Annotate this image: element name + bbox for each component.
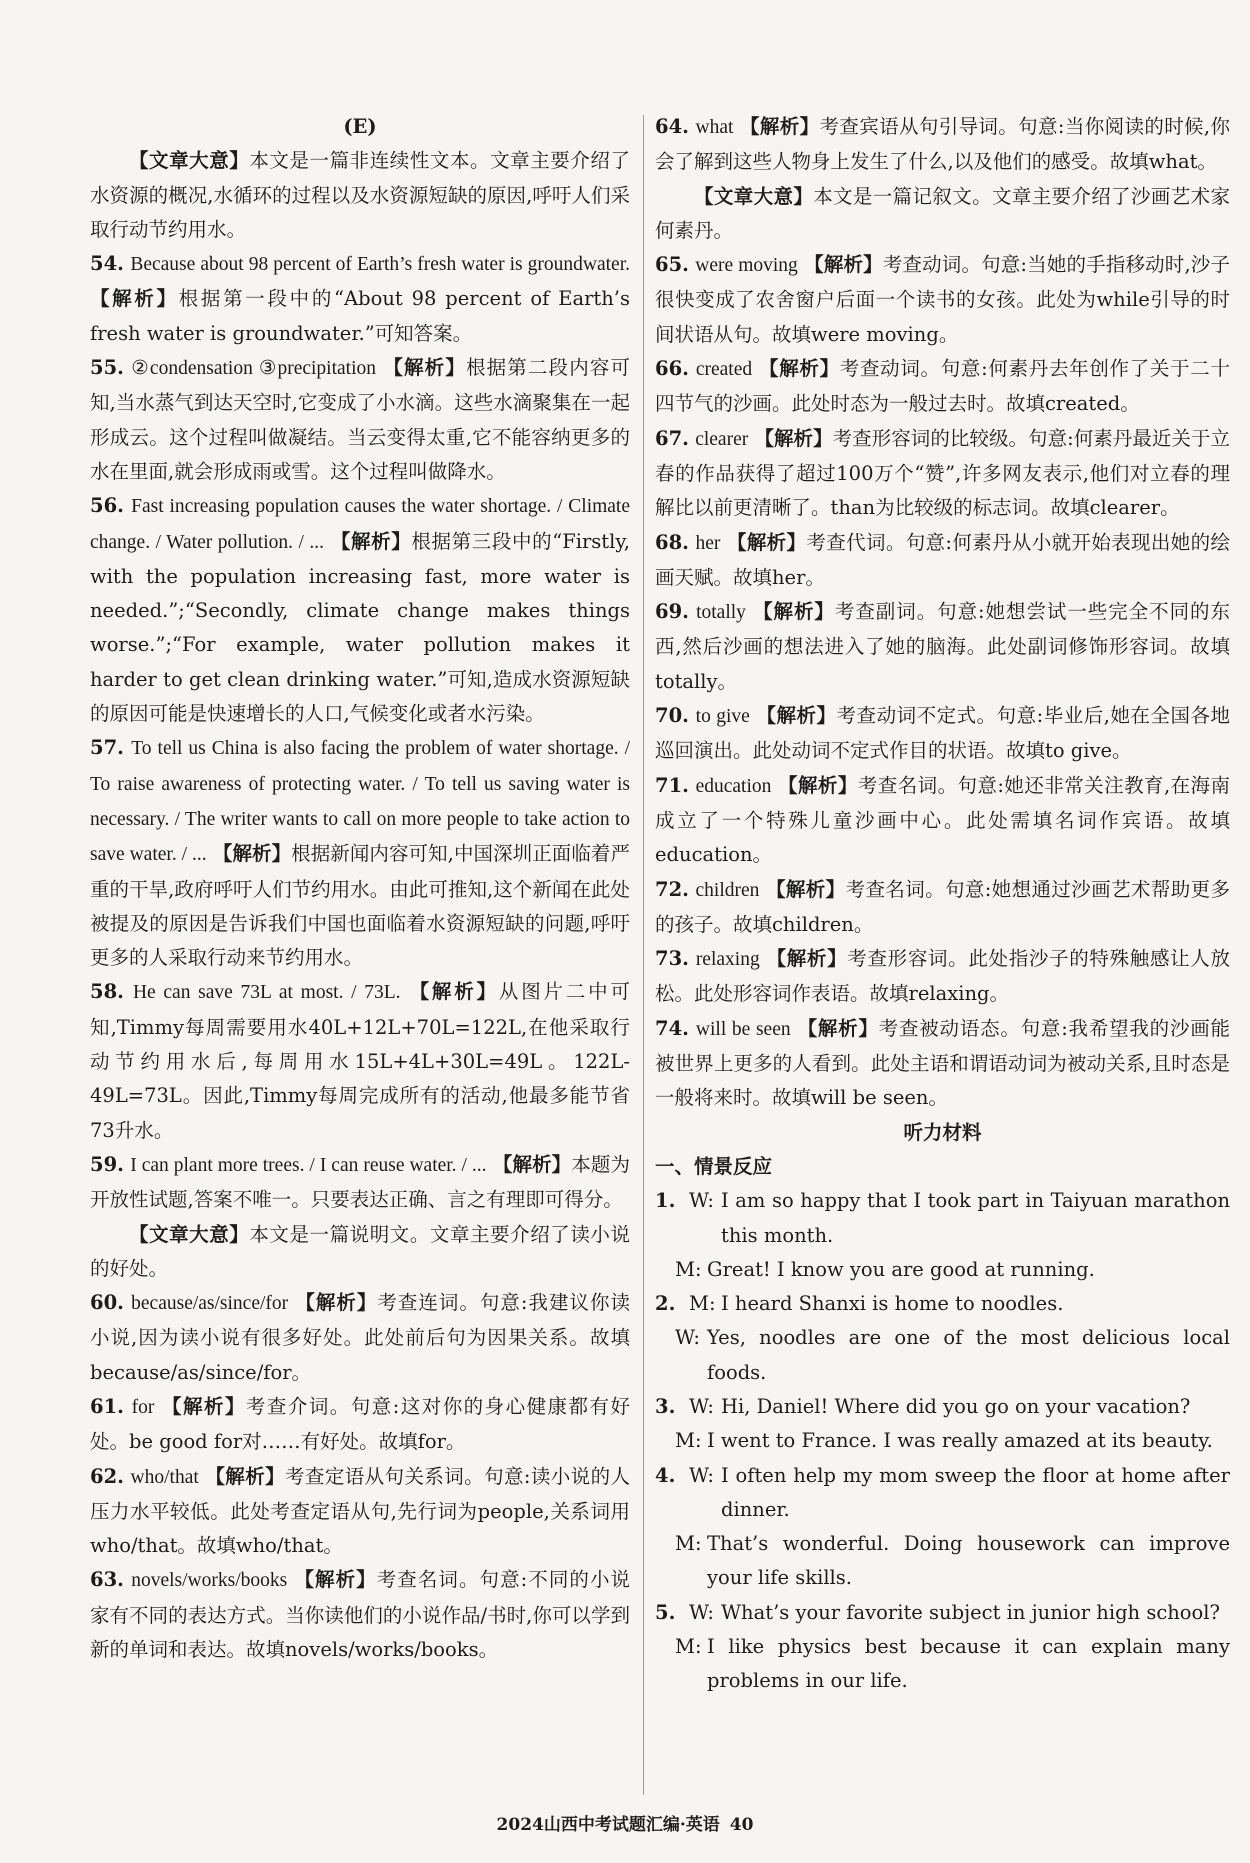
answer-item [655, 110, 1230, 180]
analysis-text: 考查宾语从句引导词。句意:当你阅读的时候,你会了解到这些人物身上发生了什么,以及他们的感受。故填what。 [655, 115, 1230, 174]
item-number: 63. [90, 1568, 124, 1592]
analysis-tag: 【解析】 [753, 600, 835, 624]
section-title: 一、情景反应 [655, 1154, 773, 1178]
page-number: 40 [729, 1815, 754, 1835]
dialogue-line [655, 1459, 1230, 1528]
section-heading: (E) [343, 115, 377, 138]
analysis-tag: 【解析】 [212, 842, 292, 866]
analysis-tag: 【解析】 [295, 1291, 378, 1315]
item-answer: Because about 98 percent of Earth’s fresh water is groundwater. [130, 254, 630, 276]
item-answer: because/as/since/for [131, 1293, 289, 1315]
column-divider [643, 115, 644, 1795]
item-answer: novels/works/books [131, 1570, 288, 1592]
item-number: 54. [90, 252, 124, 276]
summary-tag: 【文章大意】 [129, 149, 250, 173]
item-answer: her [695, 532, 721, 554]
item-number: 59. [90, 1152, 124, 1176]
dialogue-line [655, 1184, 1230, 1253]
answer-item [90, 1286, 630, 1390]
analysis-text: 考查形容词。此处指沙子的特殊触感让人放松。此处形容词作表语。故填relaxing。 [655, 947, 1230, 1006]
utterance: I like physics best because it can explain many problems in our life. [707, 1635, 1230, 1693]
summary-paragraph [90, 144, 630, 247]
analysis-text: 考查定语从句关系词。句意:读小说的人压力水平较低。此处考查定语从句,先行词为people,关系词用who/that。故填who/that。 [90, 1464, 630, 1558]
item-number: 62. [90, 1464, 124, 1488]
answer-list-3 [655, 110, 1230, 180]
answer-item [655, 769, 1230, 873]
item-answer: created [695, 359, 753, 381]
analysis-text: 根据新闻内容可知,中国深圳正面临着严重的干旱,政府呼吁人们节约用水。由此可推知,这个新闻在此处被提及的原因是告诉我们中国也面临着水资源短缺的问题,呼吁更多的人采取行动来节约用水。 [90, 842, 630, 970]
analysis-text: 从图片二中可知,Timmy每周需要用水40L+12L+70L=122L,在他采取行动节约用水后,每周用水15L+4L+30L=49L。122L-49L=73L。因此,Timmy每周完成所有的活动,他最多能节省73升水。 [90, 980, 630, 1142]
dialogue-number: 5. [655, 1600, 676, 1624]
answer-item [90, 1460, 630, 1564]
analysis-tag: 【解析】 [162, 1394, 246, 1418]
answer-list-4 [655, 248, 1230, 1115]
dialogue-line [655, 1527, 1230, 1596]
item-number: 64. [655, 115, 689, 138]
listening-title: 听力材料 [903, 1120, 982, 1144]
answer-item [90, 489, 630, 731]
utterance: That’s wonderful. Doing housework can improve your life skills. [707, 1532, 1230, 1590]
footer-title: 2024山西中考试题汇编·英语 [496, 1815, 720, 1835]
answer-item [90, 351, 630, 489]
answer-item [655, 422, 1230, 526]
speaker: M: [675, 1532, 702, 1556]
answer-item [90, 975, 630, 1147]
speaker: W: [675, 1326, 700, 1350]
answer-item [90, 247, 630, 351]
analysis-text: 根据第三段中的“Firstly, with the population increasing fast, more water is needed.”;“Secondly, climate change makes things worse.”;“For example, water pollution makes it harder to get clean drinking water.”可知,造成水资源短缺的原因可能是快速增长的人口,气候变化或者水污染。 [90, 529, 630, 726]
item-number: 72. [655, 877, 689, 901]
dialogue-line [655, 1321, 1230, 1390]
speaker: W: [689, 1600, 714, 1624]
summary-text: 本文是一篇非连续性文本。文章主要介绍了水资源的概况,水循环的过程以及水资源短缺的原因,呼吁人们采取行动节约用水。 [90, 149, 630, 241]
dialogue-number: 1. [655, 1189, 676, 1213]
item-answer: who/that [130, 1466, 199, 1488]
answer-item [90, 731, 630, 975]
answer-item [655, 873, 1230, 943]
dialogue-number: 2. [655, 1292, 676, 1316]
analysis-text: 根据第一段中的“About 98 percent of Earth’s fresh water is groundwater.”可知答案。 [90, 287, 630, 345]
analysis-tag: 【解析】 [804, 253, 883, 277]
utterance: I heard Shanxi is home to noodles. [721, 1292, 1064, 1316]
analysis-text: 考查连词。句意:我建议你读小说,因为读小说有很多好处。此处前后句为因果关系。故填because/as/since/for。 [90, 1291, 630, 1384]
analysis-text: 考查名词。句意:不同的小说家有不同的表达方式。当你读他们的小说作品/书时,你可以学到新的单词和表达。故填novels/works/books。 [90, 1568, 630, 1662]
utterance: I often help my mom sweep the floor at home after dinner. [721, 1463, 1230, 1521]
speaker: W: [689, 1463, 714, 1487]
dialogue-line [655, 1424, 1230, 1458]
utterance: I went to France. I was really amazed at its beauty. [707, 1429, 1213, 1453]
dialogue-number: 3. [655, 1394, 676, 1418]
analysis-text: 考查动词。句意:当她的手指移动时,沙子很快变成了农舍窗户后面一个读书的女孩。此处为while引导的时间状语从句。故填were moving。 [655, 253, 1230, 346]
left-column [90, 110, 630, 1667]
item-number: 67. [655, 426, 689, 450]
item-number: 65. [655, 253, 689, 277]
dialogue-line [655, 1287, 1230, 1321]
summary-paragraph-2 [90, 1218, 630, 1287]
item-answer: relaxing [695, 949, 760, 971]
analysis-tag: 【解析】 [409, 980, 499, 1004]
right-column [655, 110, 1230, 1699]
item-number: 73. [655, 947, 689, 971]
item-answer: ②condensation ③precipitation [131, 358, 377, 380]
item-answer: to give [695, 706, 750, 728]
page-footer [0, 1810, 1250, 1835]
analysis-tag: 【解析】 [766, 877, 846, 901]
utterance: Hi, Daniel! Where did you go on your vacation? [721, 1394, 1191, 1418]
analysis-tag: 【解析】 [90, 287, 179, 311]
speaker: W: [689, 1394, 714, 1418]
speaker: M: [675, 1635, 702, 1659]
analysis-text: 考查动词不定式。句意:毕业后,她在全国各地巡回演出。此处动词不定式作目的状语。故填to give。 [655, 704, 1230, 763]
item-answer: To tell us China is also facing the problem of water shortage. / To raise awareness of protecting water. / To tell us saving water is necessary. / The writer wants to call on more people to take action to save water. / ... [90, 738, 630, 866]
answer-item [655, 526, 1230, 596]
analysis-text: 考查被动语态。句意:我希望我的沙画能被世界上更多的人看到。此处主语和谓语动词为被动关系,且时态是一般将来时。故填will be seen。 [655, 1016, 1230, 1110]
analysis-text: 考查代词。句意:何素丹从小就开始表现出她的绘画天赋。故填her。 [655, 530, 1230, 589]
item-number: 55. [90, 356, 124, 380]
answer-item [655, 352, 1230, 422]
dialogue-number: 4. [655, 1463, 676, 1487]
dialogue-list [655, 1184, 1230, 1698]
answer-item [655, 595, 1230, 699]
answer-item [655, 248, 1230, 352]
speaker: M: [675, 1257, 702, 1281]
summary-tag: 【文章大意】 [694, 184, 814, 208]
analysis-text: 考查名词。句意:她想通过沙画艺术帮助更多的孩子。故填children。 [655, 877, 1230, 936]
utterance: I am so happy that I took part in Taiyuan marathon this month. [721, 1189, 1230, 1247]
analysis-tag: 【解析】 [383, 356, 466, 380]
item-answer: for [131, 1396, 155, 1418]
item-answer: children [695, 879, 760, 901]
analysis-tag: 【解析】 [330, 529, 412, 553]
analysis-text: 考查名词。句意:她还非常关注教育,在海南成立了一个特殊儿童沙画中心。此处需填名词作宾语。故填education。 [655, 773, 1230, 867]
analysis-tag: 【解析】 [492, 1152, 572, 1176]
item-answer: clearer [695, 428, 749, 450]
analysis-tag: 【解析】 [294, 1568, 377, 1592]
analysis-tag: 【解析】 [766, 947, 848, 971]
analysis-tag: 【解析】 [205, 1464, 286, 1488]
analysis-text: 考查介词。句意:这对你的身心健康都有好处。be good for对……有好处。故填for。 [90, 1394, 630, 1454]
analysis-text: 本题为开放性试题,答案不唯一。只要表达正确、言之有理即可得分。 [90, 1152, 631, 1212]
analysis-text: 考查形容词的比较级。句意:何素丹最近关于立春的作品获得了超过100万个“赞”,许多网友表示,他们对立春的理解比以前更清晰了。than为比较级的标志词。故填clearer。 [655, 426, 1231, 520]
answer-item [90, 1390, 630, 1460]
answer-list [90, 247, 630, 1217]
analysis-tag: 【解析】 [797, 1016, 879, 1040]
item-number: 58. [90, 980, 124, 1004]
item-number: 57. [90, 736, 124, 760]
item-number: 66. [655, 357, 689, 381]
answer-item [655, 1012, 1230, 1116]
summary-text: 本文是一篇说明文。文章主要介绍了读小说的好处。 [90, 1222, 630, 1280]
item-answer: I can plant more trees. / I can reuse water. / ... [130, 1154, 487, 1176]
answer-item [655, 699, 1230, 769]
item-number: 71. [655, 773, 689, 797]
answer-list-2 [90, 1286, 630, 1667]
summary-paragraph-3 [655, 180, 1230, 249]
item-answer: what [695, 117, 734, 138]
utterance: What’s your favorite subject in junior high school? [721, 1600, 1220, 1624]
analysis-text: 考查副词。句意:她想尝试一些完全不同的东西,然后沙画的想法进入了她的脑海。此处副词修饰形容词。故填totally。 [655, 600, 1230, 693]
analysis-tag: 【解析】 [754, 426, 833, 450]
answer-item [90, 1148, 630, 1218]
item-answer: Fast increasing population causes the water shortage. / Climate change. / Water pollution. / ... [90, 496, 631, 553]
item-answer: He can save 73L at most. / 73L. [132, 982, 401, 1004]
speaker: M: [675, 1429, 702, 1453]
analysis-tag: 【解析】 [726, 530, 807, 554]
analysis-text: 考查动词。句意:何素丹去年创作了关于二十四节气的沙画。此处时态为一般过去时。故填created。 [655, 357, 1230, 416]
item-answer: will be seen [695, 1018, 791, 1040]
analysis-tag: 【解析】 [740, 115, 820, 138]
utterance: Great! I know you are good at running. [707, 1257, 1095, 1281]
dialogue-line [655, 1253, 1230, 1287]
speaker: W: [689, 1189, 714, 1213]
answer-item [90, 1563, 630, 1667]
summary-tag: 【文章大意】 [129, 1222, 250, 1246]
analysis-text: 根据第二段内容可知,当水蒸气到达天空时,它变成了小水滴。这些水滴聚集在一起形成云。这个过程叫做凝结。当云变得太重,它不能容纳更多的水在里面,就会形成雨或雪。这个过程叫做降水。 [90, 356, 630, 483]
speaker: M: [689, 1292, 716, 1316]
dialogue-line [655, 1596, 1230, 1630]
item-number: 56. [90, 494, 124, 518]
analysis-tag: 【解析】 [778, 773, 858, 797]
item-number: 61. [90, 1394, 124, 1418]
item-answer: were moving [695, 255, 798, 277]
item-number: 74. [655, 1016, 689, 1040]
analysis-tag: 【解析】 [759, 357, 840, 381]
summary-text: 本文是一篇记叙文。文章主要介绍了沙画艺术家何素丹。 [655, 184, 1230, 242]
item-number: 70. [655, 704, 689, 728]
item-answer: education [695, 775, 772, 797]
utterance: Yes, noodles are one of the most delicious local foods. [707, 1326, 1230, 1384]
dialogue-line [655, 1630, 1230, 1699]
item-number: 60. [90, 1291, 124, 1315]
analysis-tag: 【解析】 [756, 704, 837, 728]
item-number: 68. [655, 530, 689, 554]
item-answer: totally [696, 602, 746, 624]
dialogue-line [655, 1390, 1230, 1424]
item-number: 69. [655, 600, 689, 624]
answer-item [655, 942, 1230, 1012]
